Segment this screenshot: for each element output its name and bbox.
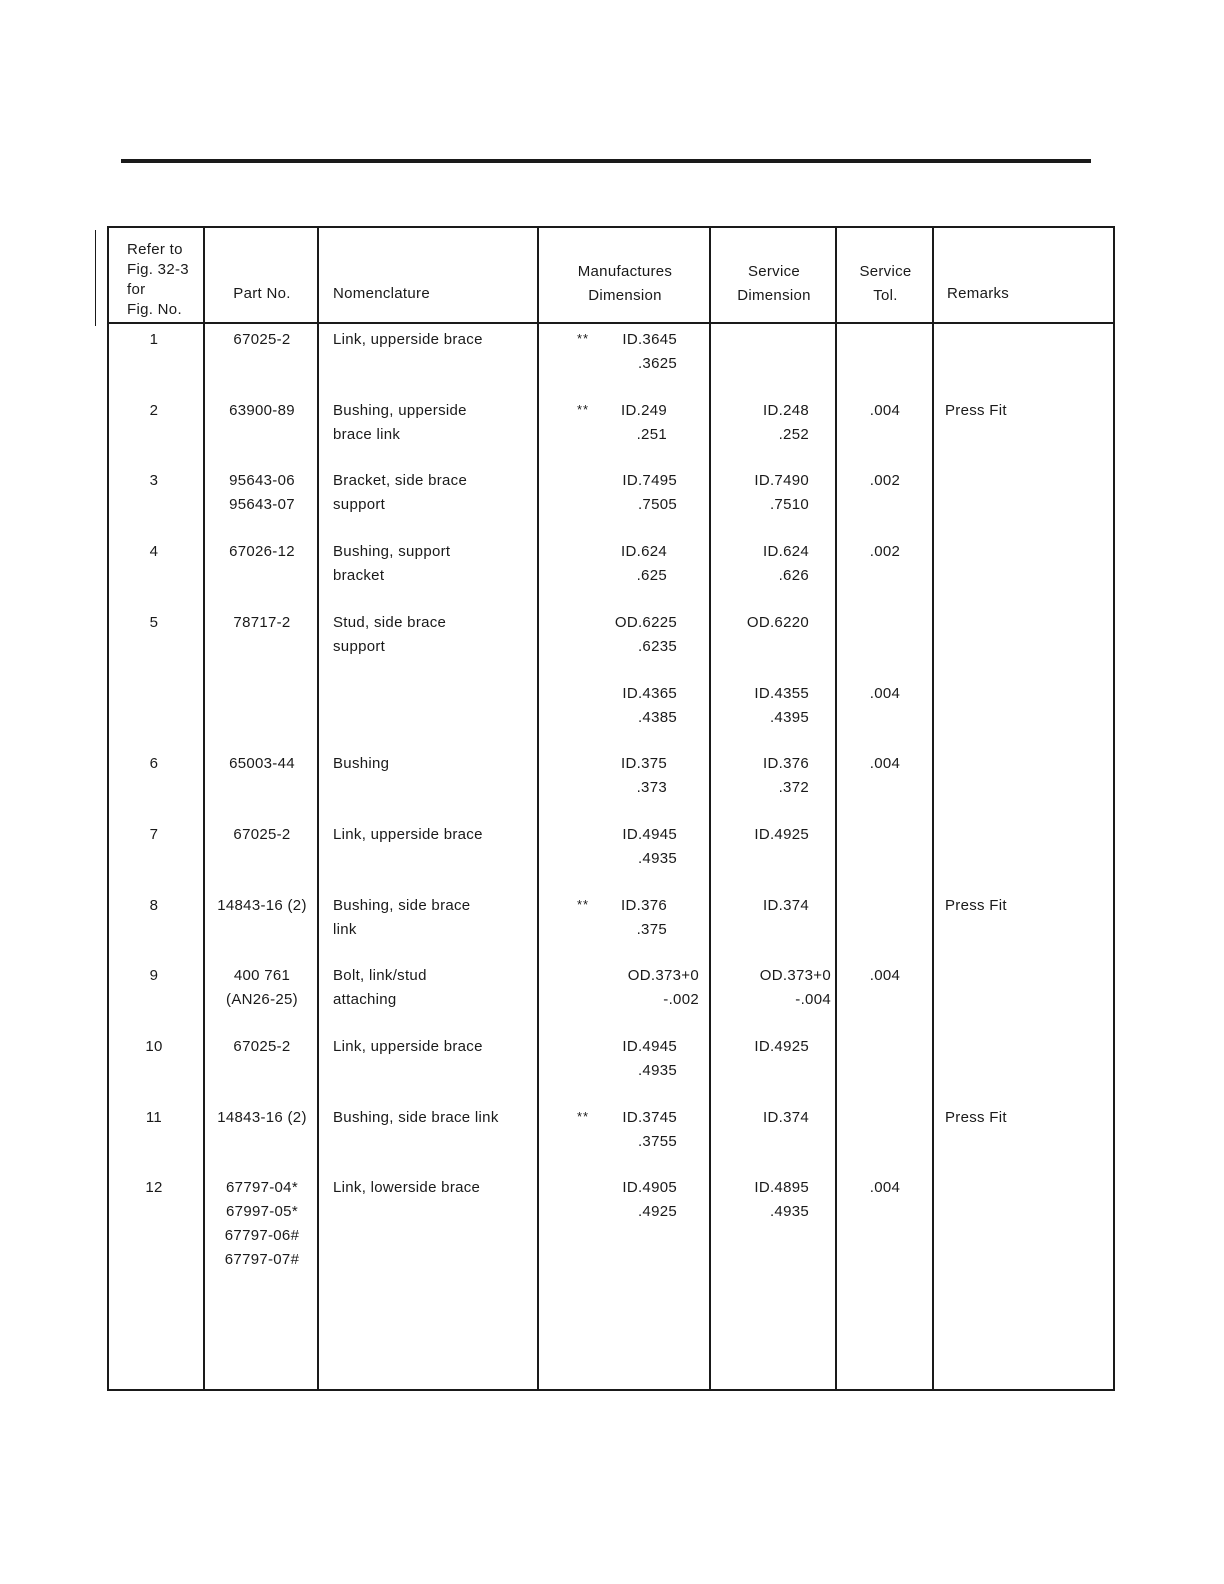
margin-change-bar [95,230,96,326]
part-number: 67797-04* 67997-05* 67797-06# 67797-07# [224,1179,300,1269]
fig-number: 12 [145,1179,163,1197]
fig-number: 8 [149,896,159,914]
header-fig-ref: Refer to Fig. 32-3 for Fig. No. [127,241,189,318]
top-rule [121,159,1091,163]
service-tolerance: .002 [869,543,901,561]
fig-number: 2 [149,401,159,419]
part-number: 65003-44 [229,755,295,773]
nomenclature: Stud, side brace support [333,613,447,655]
nomenclature: Link, upperside brace [333,825,483,843]
double-asterisk-note: ** [577,1108,590,1124]
fig-number: 4 [149,543,159,561]
service-dimension: ID.4925 [754,825,809,843]
service-tolerance: .004 [869,755,901,773]
manufactures-dimension: ID.249 .251 [621,401,667,443]
service-dimension: OD.373+0 -.004 [759,967,831,1009]
nomenclature: Bushing, upperside brace link [333,401,467,443]
part-number: 67026-12 [229,543,295,561]
header-nomenclature: Nomenclature [333,285,430,302]
service-tolerance: .004 [869,967,901,985]
part-number: 67025-2 [233,825,291,843]
header-service-tolerance: Service Tol. [859,263,912,304]
part-number: 78717-2 [233,613,291,631]
service-tolerance: .004 [869,1179,901,1197]
fig-number: 9 [149,967,159,985]
manufactures-dimension: ID.3745 .3755 [622,1108,677,1150]
service-dimension: ID.7490 .7510 [754,472,809,514]
double-asterisk-note: ** [577,331,590,346]
manufactures-dimension: ID.4905 .4925 [622,1179,677,1221]
fig-number: 10 [145,1038,163,1055]
manufactures-dimension: ID.7495 .7505 [622,472,677,514]
service-tolerance: .004 [869,401,901,419]
service-dimension: ID.4895 .4935 [754,1179,809,1221]
fig-number: 6 [149,755,159,773]
fig-number: 3 [149,472,159,490]
service-dimension: ID.376 .372 [763,755,809,797]
part-number: 400 761 (AN26-25) [226,967,298,1009]
nomenclature: Bolt, link/stud attaching [333,967,427,1009]
header-divider [109,322,1113,324]
service-tolerance: .004 [869,684,901,702]
nomenclature: Bushing, support bracket [333,543,451,585]
header-remarks: Remarks [947,285,1010,302]
header-service-dimension: Service Dimension [737,263,811,304]
service-dimension: ID.248 .252 [763,401,809,443]
service-dimension: OD.6220 [746,613,809,631]
header-manufactures-dimension: Manufactures Dimension [577,263,673,304]
part-number: 63900-89 [229,401,295,419]
part-number: 14843-16 (2) [217,1108,307,1126]
nomenclature: Link, upperside brace [333,1038,483,1055]
manufactures-dimension: ID.3645 .3625 [622,331,677,372]
parts-dimension-table [107,226,1115,1391]
fig-number: 7 [149,825,159,843]
manufactures-dimension: ID.624 .625 [621,543,667,585]
fig-number: 5 [149,613,159,631]
manufactures-dimension: ID.4945 .4935 [622,825,677,867]
fig-number: 11 [145,1108,163,1126]
service-dimension: ID.374 [763,1108,809,1126]
manufactures-dimension: ID.375 .373 [621,755,667,797]
nomenclature: Bushing [333,755,390,773]
manufactures-dimension: ID.376 .375 [621,896,667,938]
header-part-no: Part No. [233,285,291,302]
manufactures-dimension: ID.4945 .4935 [622,1038,677,1079]
service-dimension: ID.624 .626 [763,543,809,585]
nomenclature: Link, lowerside brace [333,1179,481,1197]
fig-number: 1 [149,331,159,348]
service-dimension: ID.4355 .4395 [754,684,809,726]
nomenclature: Link, upperside brace [333,331,483,348]
manufactures-dimension: OD.373+0 -.002 [627,967,699,1009]
part-number: 67025-2 [233,331,291,348]
service-dimension: ID.374 [763,896,809,914]
double-asterisk-note: ** [577,896,590,912]
part-number: 95643-06 95643-07 [229,472,295,514]
service-dimension: ID.4925 [754,1038,809,1055]
double-asterisk-note: ** [577,401,590,417]
part-number: 14843-16 (2) [217,896,307,914]
nomenclature: Bushing, side brace link [333,1108,499,1126]
nomenclature: Bracket, side brace support [333,472,468,514]
part-number: 67025-2 [233,1038,291,1055]
manufactures-dimension: ID.4365 .4385 [622,684,677,726]
nomenclature: Bushing, side brace link [333,896,471,938]
remarks: Press Fit [945,896,1007,914]
manufactures-dimension: OD.6225 .6235 [614,613,677,655]
remarks: Press Fit [945,401,1007,419]
service-tolerance: .002 [869,472,901,490]
remarks: Press Fit [945,1108,1007,1126]
